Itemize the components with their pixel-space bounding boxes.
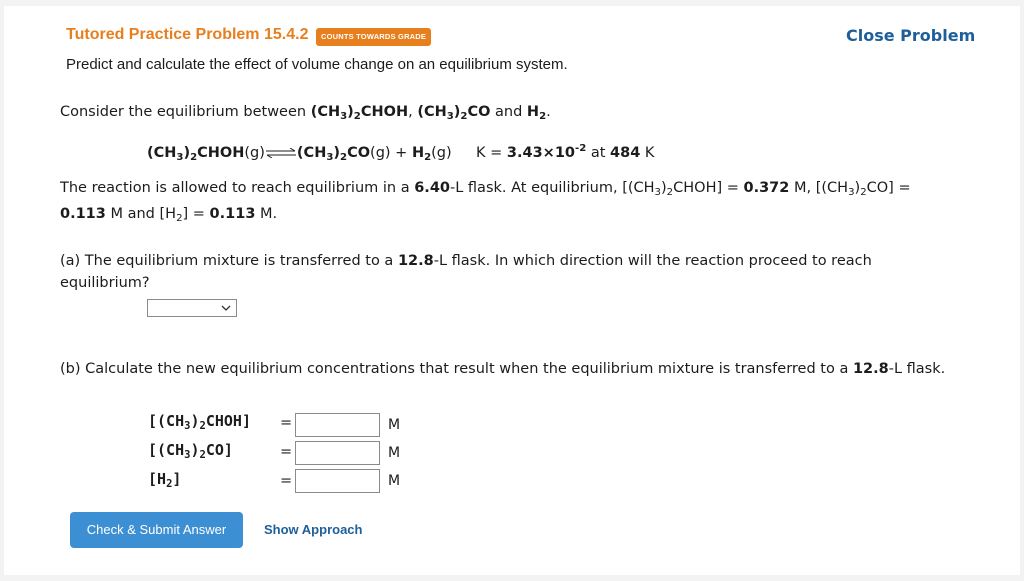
part-b-text: (b) Calculate the new equilibrium concentrations that result when the equilibrium mixture is transferred to a 12.8-L flask.: [60, 361, 946, 377]
label-ch3-2-choh: $[(CH_3)_2CHOH]$: [148, 412, 251, 433]
label-ch3-2-co: $[(CH_3)_2CO]$: [148, 441, 233, 462]
problem-title: Tutored Practice Problem 15.4.2: [66, 26, 309, 43]
h2-concentration-input[interactable]: [295, 469, 380, 493]
check-submit-button[interactable]: Check & Submit Answer: [70, 512, 243, 548]
co-concentration-input[interactable]: [295, 441, 380, 465]
equals-sign: =: [280, 473, 293, 489]
reaction-equation: $(CH_3)_2CHOH(g) (CH_3)_2CO(g) + H_2(g)$: [147, 145, 452, 164]
intro-text: Consider the equilibrium between $(CH_3)_2CHOH$, $(CH_3)_2CO$ and $H_2$.: [60, 104, 551, 123]
label-h2: $[H_2]$: [148, 470, 182, 491]
problem-card: [4, 6, 1020, 575]
unit-label: M: [388, 445, 401, 461]
equilibrium-constant: $K = 3.43\times 10^{-2}$ at 484 K: [476, 142, 655, 161]
setup-line-1: The reaction is allowed to reach equilibrium in a 6.40-L flask. At equilibrium, $[(CH_3)_2CHOH] = 0.372$ M, $[(CH_3)_2CO]$ =: [60, 180, 911, 199]
equilibrium-arrow-icon: [265, 148, 297, 158]
close-problem-link[interactable]: Close Problem: [846, 26, 976, 45]
part-a-line-1: (a) The equilibrium mixture is transferred to a 12.8-L flask. In which direction will the reaction proceed to reach: [60, 253, 872, 269]
chevron-down-icon: [221, 303, 231, 313]
equals-sign: =: [280, 444, 293, 460]
direction-select[interactable]: [147, 299, 237, 317]
grade-badge: COUNTS TOWARDS GRADE: [316, 28, 431, 46]
equals-sign: =: [280, 415, 293, 431]
part-a-line-2: equilibrium?: [60, 275, 150, 291]
problem-subtitle: Predict and calculate the effect of volume change on an equilibrium system.: [66, 56, 568, 73]
setup-line-2: 0.113 M and $[H_2] = 0.113$ M.: [60, 206, 278, 225]
unit-label: M: [388, 473, 401, 489]
choh-concentration-input[interactable]: [295, 413, 380, 437]
show-approach-link[interactable]: Show Approach: [264, 522, 363, 537]
unit-label: M: [388, 417, 401, 433]
